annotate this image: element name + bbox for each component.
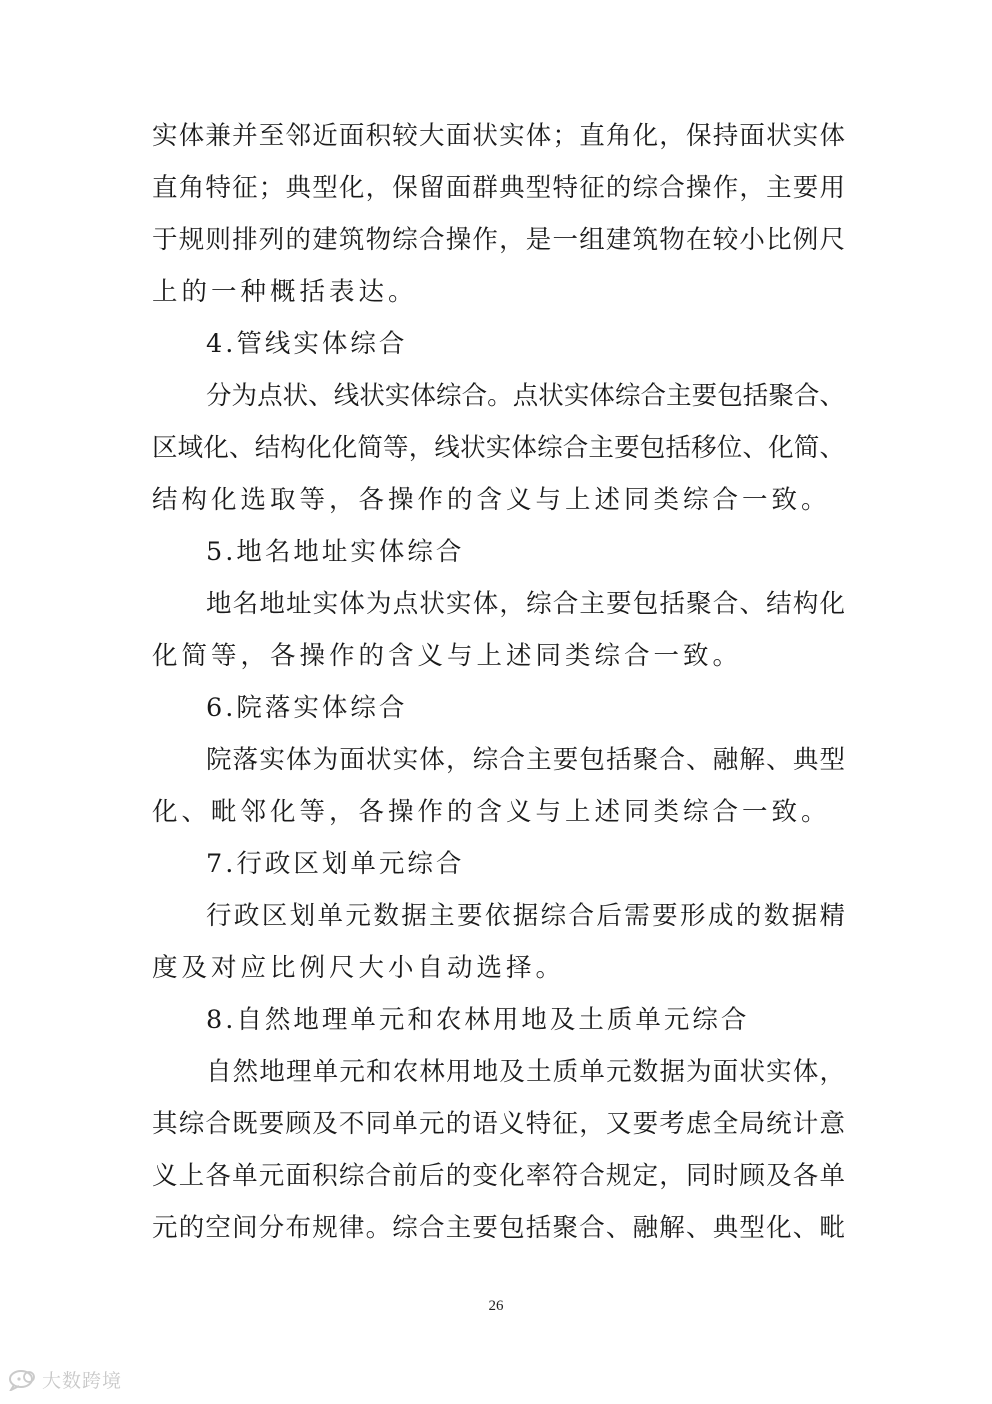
watermark-text: 大数跨境 xyxy=(42,1370,123,1392)
text-line: 于规则排列的建筑物综合操作，是一组建筑物在较小比例尺 xyxy=(152,225,845,255)
text-line: 自然地理单元和农林用地及土质单元数据为面状实体， xyxy=(206,1057,845,1087)
body-text xyxy=(152,110,845,1254)
text-line: 院落实体为面状实体，综合主要包括聚合、融解、典型 xyxy=(206,745,845,775)
text-line: 化、毗邻化等，各操作的含义与上述同类综合一致。 xyxy=(152,797,831,827)
text-line: 实体兼并至邻近面积较大面状实体；直角化，保持面状实体 xyxy=(152,121,845,151)
section-heading: 7.行政区划单元综合 xyxy=(206,849,465,879)
speech-bubble-logo-icon xyxy=(8,1369,38,1391)
text-line: 其综合既要顾及不同单元的语义特征，又要考虑全局统计意 xyxy=(152,1109,845,1139)
text-line: 地名地址实体为点状实体，综合主要包括聚合、结构化 xyxy=(206,589,845,619)
text-line: 义上各单元面积综合前后的变化率符合规定，同时顾及各单 xyxy=(152,1161,845,1191)
text-line: 化简等，各操作的含义与上述同类综合一致。 xyxy=(152,641,743,671)
watermark xyxy=(8,1366,122,1393)
text-line: 元的空间分布规律。综合主要包括聚合、融解、典型化、毗 xyxy=(152,1213,845,1243)
text-line: 区域化、结构化化简等，线状实体综合主要包括移位、化简、 xyxy=(152,433,845,463)
section-heading: 6.院落实体综合 xyxy=(206,693,408,723)
text-line: 上的一种概括表达。 xyxy=(152,277,418,307)
text-line: 分为点状、线状实体综合。点状实体综合主要包括聚合、 xyxy=(206,381,845,411)
text-line: 行政区划单元数据主要依据综合后需要形成的数据精 xyxy=(206,901,845,931)
text-line: 直角特征；典型化，保留面群典型特征的综合操作，主要用 xyxy=(152,173,845,203)
section-heading: 8.自然地理单元和农林用地及土质单元综合 xyxy=(206,1005,750,1035)
section-heading: 4.管线实体综合 xyxy=(206,329,408,359)
text-line: 结构化选取等，各操作的含义与上述同类综合一致。 xyxy=(152,485,831,515)
page-number: 26 xyxy=(488,1298,504,1314)
section-heading: 5.地名地址实体综合 xyxy=(206,537,465,567)
text-line: 度及对应比例尺大小自动选择。 xyxy=(152,953,566,983)
